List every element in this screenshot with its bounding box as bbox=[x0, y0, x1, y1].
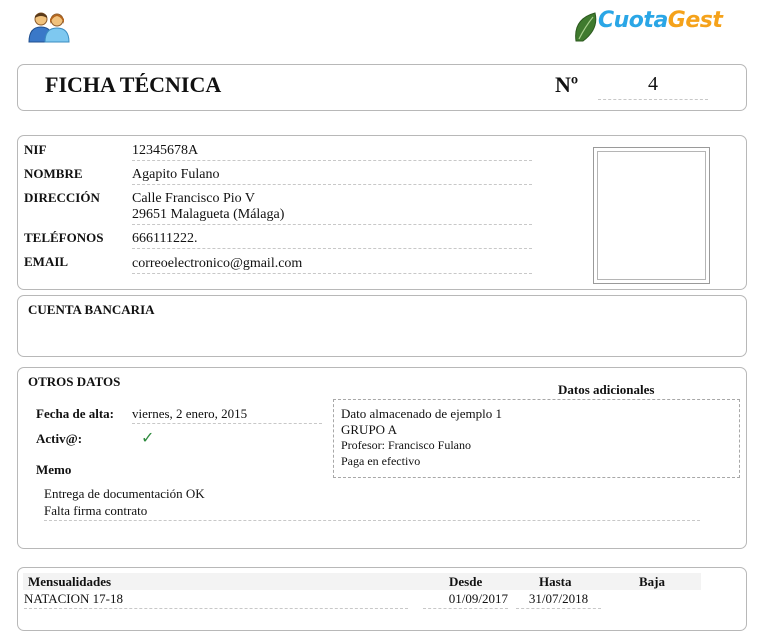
otros-datos-section bbox=[17, 367, 747, 549]
row-desde: 01/09/2017 bbox=[423, 591, 508, 609]
nombre-label: NOMBRE bbox=[24, 166, 83, 181]
cuenta-bancaria-title: CUENTA BANCARIA bbox=[28, 302, 155, 317]
mensualidades-col-hasta: Hasta bbox=[539, 574, 572, 589]
photo-frame bbox=[593, 147, 710, 284]
datos-adicionales-box bbox=[333, 399, 740, 478]
page-title: FICHA TÉCNICA bbox=[45, 72, 222, 97]
nif-label: NIF bbox=[24, 142, 47, 157]
row-hasta: 31/07/2018 bbox=[516, 591, 601, 609]
nif-value: 12345678A bbox=[132, 143, 532, 161]
fecha-alta-label: Fecha de alta: bbox=[36, 406, 114, 421]
table-row bbox=[18, 590, 746, 610]
personal-data-section bbox=[17, 135, 747, 290]
memo-line-1: Entrega de documentación OK bbox=[44, 486, 205, 501]
cuenta-bancaria-section bbox=[17, 295, 747, 357]
checkmark-icon: ✓ bbox=[141, 428, 155, 447]
nombre-value: Agapito Fulano bbox=[132, 167, 532, 185]
memo-label: Memo bbox=[36, 462, 72, 477]
adicional-line: Paga en efectivo bbox=[341, 454, 421, 468]
mensualidades-section bbox=[17, 567, 747, 631]
fecha-alta-value: viernes, 2 enero, 2015 bbox=[132, 406, 322, 424]
direccion-line2: 29651 Malagueta (Málaga) bbox=[132, 207, 532, 225]
ficha-number: 4 bbox=[598, 73, 708, 100]
mensualidades-col-name: Mensualidades bbox=[28, 574, 112, 589]
row-name: NATACION 17-18 bbox=[24, 591, 408, 609]
adicional-line: GRUPO A bbox=[341, 422, 397, 437]
activo-label: Activ@: bbox=[36, 431, 83, 446]
email-value: correoelectronico@gmail.com bbox=[132, 256, 532, 274]
adicional-line: Dato almacenado de ejemplo 1 bbox=[341, 406, 502, 421]
direccion-label: DIRECCIÓN bbox=[24, 190, 100, 205]
datos-adicionales-title: Datos adicionales bbox=[558, 382, 655, 397]
otros-datos-title: OTROS DATOS bbox=[28, 374, 121, 389]
ficha-header bbox=[17, 64, 747, 111]
row-baja bbox=[633, 591, 693, 608]
email-label: EMAIL bbox=[24, 254, 69, 269]
direccion-line1: Calle Francisco Pio V bbox=[132, 191, 256, 206]
adicional-line: Profesor: Francisco Fulano bbox=[341, 438, 471, 452]
number-label: Nº bbox=[555, 72, 579, 97]
mensualidades-col-desde: Desde bbox=[449, 574, 483, 589]
mensualidades-col-baja: Baja bbox=[639, 574, 665, 589]
cuotagest-logo bbox=[573, 5, 723, 45]
users-icon bbox=[27, 10, 71, 44]
telefonos-value: 666111222. bbox=[132, 231, 532, 249]
memo-line-2: Falta firma contrato bbox=[44, 503, 700, 521]
logo-cuota: Cuota bbox=[598, 8, 668, 33]
mensualidades-header-bar bbox=[23, 573, 701, 590]
logo-gest: Gest bbox=[667, 8, 723, 33]
telefonos-label: TELÉFONOS bbox=[24, 230, 104, 245]
